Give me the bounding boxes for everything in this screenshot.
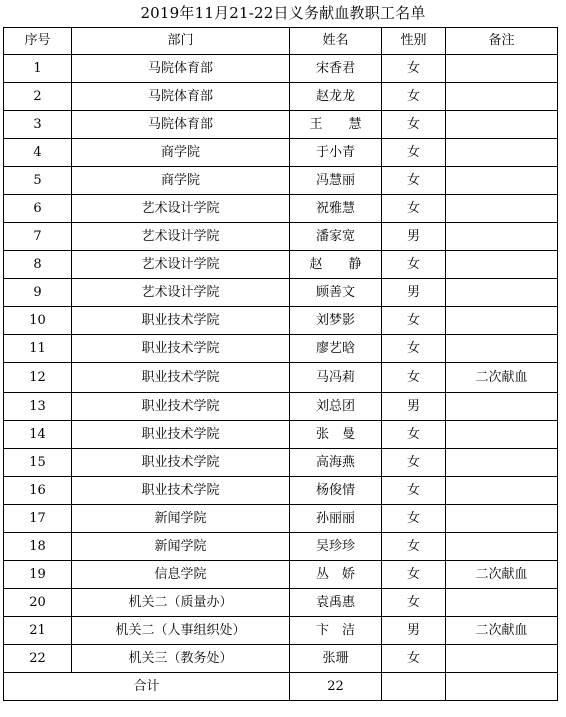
row-sex: 女 [382, 477, 446, 505]
row-name: 张 曼 [290, 421, 382, 449]
table-row [4, 167, 558, 195]
row-dept: 马院体育部 [72, 83, 290, 111]
table-row [4, 393, 558, 421]
row-no: 16 [4, 477, 72, 505]
row-note [446, 421, 558, 449]
row-dept: 职业技术学院 [72, 393, 290, 421]
row-no: 3 [4, 111, 72, 139]
row-note [446, 139, 558, 167]
header-no: 序号 [4, 28, 72, 55]
row-name: 廖艺晗 [290, 335, 382, 363]
row-sex: 男 [382, 617, 446, 645]
row-sex: 女 [382, 589, 446, 617]
row-no: 11 [4, 335, 72, 363]
row-no: 21 [4, 617, 72, 645]
table-row [4, 505, 558, 533]
row-dept: 职业技术学院 [72, 449, 290, 477]
row-note [446, 83, 558, 111]
table-row [4, 449, 558, 477]
total-note-cell [446, 673, 558, 701]
row-sex: 女 [382, 195, 446, 223]
row-dept: 新闻学院 [72, 505, 290, 533]
page-title: 2019年11月21-22日义务献血教职工名单 [140, 4, 426, 22]
row-no: 5 [4, 167, 72, 195]
row-sex: 女 [382, 251, 446, 279]
table-row [4, 307, 558, 335]
row-dept: 职业技术学院 [72, 363, 290, 393]
total-row [4, 673, 558, 701]
row-no: 20 [4, 589, 72, 617]
row-name: 高海燕 [290, 449, 382, 477]
table-row [4, 139, 558, 167]
row-note [446, 167, 558, 195]
row-name: 张珊 [290, 645, 382, 673]
row-note [446, 251, 558, 279]
header-row [4, 28, 558, 55]
row-name: 潘家宽 [290, 223, 382, 251]
row-note [446, 393, 558, 421]
table-row [4, 363, 558, 393]
row-sex: 女 [382, 139, 446, 167]
row-no: 6 [4, 195, 72, 223]
table-row [4, 195, 558, 223]
row-sex: 男 [382, 279, 446, 307]
row-dept: 职业技术学院 [72, 307, 290, 335]
row-name: 刘梦影 [290, 307, 382, 335]
row-sex: 女 [382, 449, 446, 477]
row-no: 8 [4, 251, 72, 279]
table-row [4, 477, 558, 505]
row-dept: 职业技术学院 [72, 335, 290, 363]
row-note [446, 223, 558, 251]
row-name: 顾善文 [290, 279, 382, 307]
row-note [446, 533, 558, 561]
row-dept: 艺术设计学院 [72, 251, 290, 279]
row-note [446, 55, 558, 83]
row-no: 15 [4, 449, 72, 477]
table-row [4, 223, 558, 251]
header-dept: 部门 [72, 28, 290, 55]
row-sex: 女 [382, 111, 446, 139]
table-body [4, 55, 558, 673]
row-no: 13 [4, 393, 72, 421]
donor-table [3, 27, 558, 701]
row-dept: 职业技术学院 [72, 477, 290, 505]
row-note [446, 279, 558, 307]
row-sex: 女 [382, 83, 446, 111]
row-name: 王 慧 [290, 111, 382, 139]
row-sex: 女 [382, 561, 446, 589]
row-no: 12 [4, 363, 72, 393]
row-dept: 马院体育部 [72, 55, 290, 83]
row-sex: 女 [382, 363, 446, 393]
row-note: 二次献血 [446, 561, 558, 589]
row-name: 吴珍珍 [290, 533, 382, 561]
row-dept: 商学院 [72, 139, 290, 167]
row-sex: 女 [382, 307, 446, 335]
row-no: 10 [4, 307, 72, 335]
row-note [446, 449, 558, 477]
row-no: 1 [4, 55, 72, 83]
row-no: 19 [4, 561, 72, 589]
row-note [446, 589, 558, 617]
row-note [446, 477, 558, 505]
row-dept: 机关二（质量办） [72, 589, 290, 617]
row-note [446, 505, 558, 533]
row-dept: 新闻学院 [72, 533, 290, 561]
header-sex: 性别 [382, 28, 446, 55]
row-sex: 女 [382, 645, 446, 673]
table-row [4, 421, 558, 449]
row-note [446, 307, 558, 335]
row-note: 二次献血 [446, 617, 558, 645]
row-no: 9 [4, 279, 72, 307]
row-dept: 机关二（人事组织处） [72, 617, 290, 645]
row-sex: 女 [382, 421, 446, 449]
row-note [446, 645, 558, 673]
total-count: 22 [290, 673, 382, 701]
table-row [4, 279, 558, 307]
header-name: 姓名 [290, 28, 382, 55]
table-row [4, 111, 558, 139]
table-row [4, 533, 558, 561]
row-no: 4 [4, 139, 72, 167]
table-row [4, 251, 558, 279]
row-dept: 马院体育部 [72, 111, 290, 139]
row-name: 杨俊情 [290, 477, 382, 505]
row-name: 马冯莉 [290, 363, 382, 393]
header-note: 备注 [446, 28, 558, 55]
row-note [446, 195, 558, 223]
row-no: 22 [4, 645, 72, 673]
row-name: 卞 洁 [290, 617, 382, 645]
table-row [4, 83, 558, 111]
row-dept: 商学院 [72, 167, 290, 195]
row-name: 赵龙龙 [290, 83, 382, 111]
row-dept: 信息学院 [72, 561, 290, 589]
row-no: 18 [4, 533, 72, 561]
row-sex: 女 [382, 55, 446, 83]
row-dept: 艺术设计学院 [72, 223, 290, 251]
table-row [4, 561, 558, 589]
row-sex: 女 [382, 167, 446, 195]
table-row [4, 335, 558, 363]
row-no: 14 [4, 421, 72, 449]
row-no: 17 [4, 505, 72, 533]
row-note [446, 111, 558, 139]
row-sex: 男 [382, 393, 446, 421]
table-row [4, 645, 558, 673]
table-row [4, 55, 558, 83]
row-no: 7 [4, 223, 72, 251]
row-dept: 艺术设计学院 [72, 195, 290, 223]
row-name: 祝雅慧 [290, 195, 382, 223]
table-row [4, 617, 558, 645]
total-sex-cell [382, 673, 446, 701]
row-sex: 男 [382, 223, 446, 251]
row-name: 宋香君 [290, 55, 382, 83]
row-name: 孙丽丽 [290, 505, 382, 533]
row-sex: 女 [382, 533, 446, 561]
row-name: 于小青 [290, 139, 382, 167]
row-note [446, 335, 558, 363]
row-sex: 女 [382, 335, 446, 363]
row-name: 冯慧丽 [290, 167, 382, 195]
row-name: 赵 静 [290, 251, 382, 279]
row-name: 丛 娇 [290, 561, 382, 589]
row-note: 二次献血 [446, 363, 558, 393]
row-sex: 女 [382, 505, 446, 533]
row-name: 刘总团 [290, 393, 382, 421]
row-dept: 职业技术学院 [72, 421, 290, 449]
row-dept: 艺术设计学院 [72, 279, 290, 307]
row-no: 2 [4, 83, 72, 111]
table-row [4, 589, 558, 617]
row-name: 袁禹惠 [290, 589, 382, 617]
row-dept: 机关三（教务处） [72, 645, 290, 673]
total-label: 合计 [4, 673, 290, 701]
